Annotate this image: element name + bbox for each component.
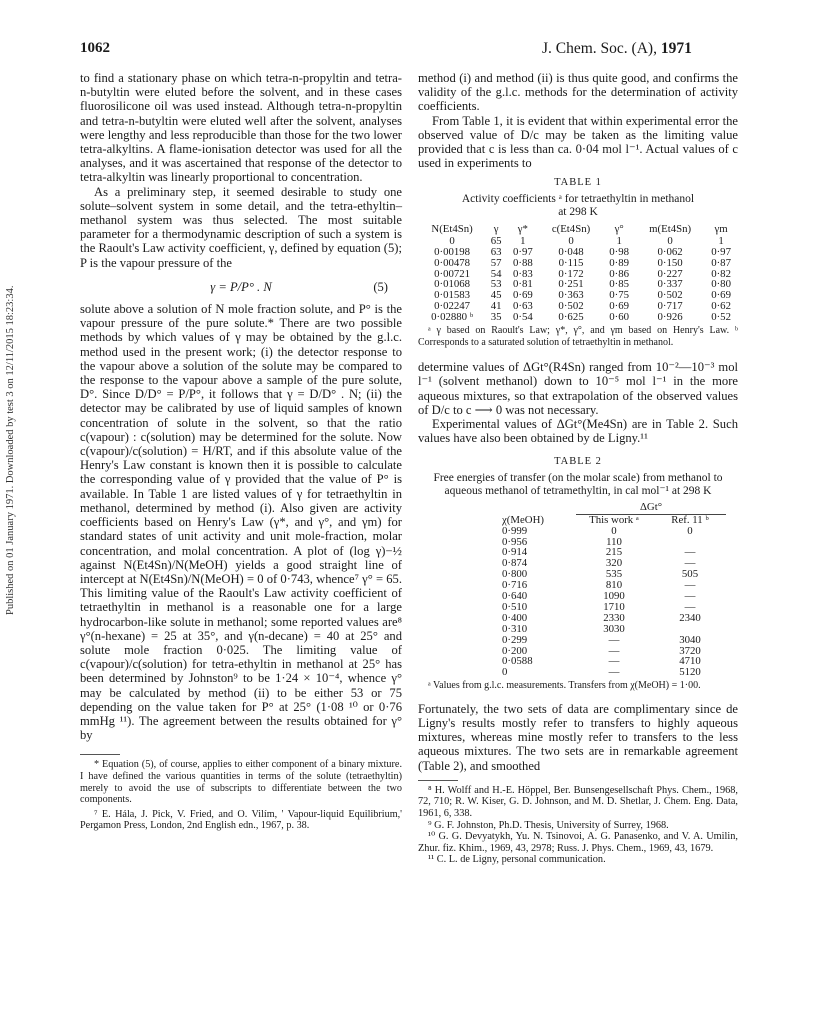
table-cell: 0·54 <box>512 311 533 324</box>
table-cell: 1090 <box>603 590 625 603</box>
table-cell: 0·716 <box>502 579 528 592</box>
table-cell: 0·85 <box>609 278 630 291</box>
table-cell: 0·502 <box>558 300 584 313</box>
table-cell: 0·502 <box>657 289 683 302</box>
publication-sidebar <box>3 195 17 615</box>
table-cell: 215 <box>605 546 623 559</box>
table-cell: 0·00721 <box>434 267 471 280</box>
table-cell: 0·363 <box>558 289 584 302</box>
equation <box>80 280 402 294</box>
table-1 <box>418 222 738 323</box>
table-cell: — <box>608 644 620 657</box>
table-row <box>502 526 728 537</box>
table-2-label: TABLE 2 <box>554 456 602 468</box>
table-cell: 35 <box>490 311 502 324</box>
table-cell: 0·115 <box>558 256 584 269</box>
table-2 <box>418 502 738 679</box>
footnote-rule <box>80 754 120 755</box>
paragraph: Fortunately, the two sets of data are complimentary since de Ligny's results mostly refer to transfers to highly aqueous mixtures, whereas mine mostly refer to transfers to the less aqueous mixtures. The two sets are in remarkable agreement (Table 2), and smoothed <box>418 701 738 773</box>
table-cell: 320 <box>605 557 623 570</box>
journal-name: J. Chem. Soc. (A), <box>542 40 657 57</box>
paragraph: solute above a solution of N mole fraction solute, and P° is the vapour pressure of the pure solute.* There are two possible methods by which values of γ may be obtained by the g.l.c. method used in the present work; (i) the detector response to the vapour above a solution of the solute may be compared to the response to the vapour above a sample of the pure solute, D°. Since D/D° = P/P°, it follows that γ = D/D° . N; (ii) the detector may be calibrated by use of liquid samples of known concentration of solute in the solvent, so that the ratio c(vapour) : c(solution) may be determined for the solute. Now c(vapour)/c(solution) = H/RT, and if this absolute value of the Henry's Law constant is known then it is possible to calculate the corresponding value of γ provided that the value of P° is available. In Table 1 are listed values of γ for tetraethyltin in methanol, determined by method (i). Also given are activity coefficients based on Henry's Law (γ*, and γ°, and γm) for standard states of unit activity and unit mole-fraction, molar concentration, and molal concentration. A plot of (log γ)−½ against N(Et4Sn)/N(MeOH) yields a good straight line of intercept at N(Et4Sn)/N(MeOH) = 0 of 0·743, whence⁷ γ° = 65. This limiting value of the Raoult's Law activity coefficient of tetraethyltin in methanol is a reasonable one for a large hydrocarbon-like solute in methanol; some reported values are⁸ γ°(n-hexane) = 25 at 35°, and γ(n-decane) = 40 at 25° and solute mole fraction 0·025. The limiting value of c(vapour)/c(solution) for tetra-ethyltin in methanol at 25° has been determined by Johnston⁹ to be 1·24 × 10⁻⁴, whence γ° may be calculated by method (ii) to be either 53 or 75 depending on the value taken for P° at 25° (1·08 ¹⁰ or 0·76 mmHg ¹¹). The agreement between the results obtained for γ° by <box>80 302 402 743</box>
table-cell: — <box>684 579 696 592</box>
column-header: γ* <box>517 222 528 235</box>
table-cell: 1 <box>718 234 724 247</box>
table-cell: 0·97 <box>512 245 533 258</box>
table-cell: 0·172 <box>558 267 584 280</box>
table-1-caption <box>418 193 738 219</box>
table-cell: 0 <box>568 234 574 247</box>
table-cell: 0·86 <box>609 267 630 280</box>
table-cell: 0·82 <box>711 267 731 280</box>
table-cell: 0·83 <box>512 267 533 280</box>
table-cell: 1 <box>616 234 622 247</box>
reference: ¹⁰ G. G. Devyatykh, Yu. N. Tsinovoi, A. G. Panasenko, and V. A. Umilin, Zhur. fiz. Khim., 1969, 43, 2978; Russ. J. Phys. Chem., 1969, 43, 1679. <box>418 831 738 854</box>
reference: ⁸ H. Wolff and H.-E. Höppel, Ber. Bunsengesellschaft Phys. Chem., 1968, 72, 710; R. W. Kiser, G. D. Johnson, and M. D. Shetlar, J. Chem. Eng. Data, 1961, 6, 338. <box>418 784 738 820</box>
paragraph: method (i) and method (ii) is thus quite good, and confirms the validity of the g.l.c. methods for the determination of activity coefficients. <box>418 71 738 114</box>
table-2-footnote: ᵃ Values from g.l.c. measurements. Transfers from χ(MeOH) = 1·00. <box>428 680 701 692</box>
table-cell: 57 <box>490 256 502 269</box>
table-cell: 2330 <box>603 611 625 624</box>
table-cell: 0 <box>667 234 673 247</box>
table-cell: 0·69 <box>711 289 731 302</box>
column-header: N(Et4Sn) <box>431 222 473 235</box>
page-number: 1062 <box>80 40 110 56</box>
table-cell: 0·02880 ᵇ <box>431 311 474 324</box>
table-cell: 63 <box>490 245 502 258</box>
table-2-body <box>502 526 728 679</box>
table-cell: 0·251 <box>558 278 584 291</box>
table-cell: 0·98 <box>609 245 630 258</box>
table-cell: 0 <box>502 666 508 679</box>
paragraph: Experimental values of ΔGt°(Me4Sn) are in Table 2. Such values have also been obtained by de Ligny.¹¹ <box>418 417 738 446</box>
table-2-caption: Free energies of transfer (on the molar scale) from methanol to aqueous methanol of tetramethyltin, in cal mol⁻¹ at 298 K <box>433 471 723 497</box>
table-cell: 0·69 <box>512 289 533 302</box>
table-cell: 0·800 <box>502 568 528 581</box>
table-cell: — <box>684 590 696 603</box>
table-cell: 0·150 <box>657 256 683 269</box>
publication-note: Published on 01 January 1971. Downloaded by test 3 on 12/11/2015 18:23:34. <box>5 285 16 615</box>
footnote: * Equation (5), of course, applies to either component of a binary mixture. I have defined the various quantities in terms of the solute (tetraethyltin) merely to avoid the use of subscripts to differentiate between the two components. <box>80 759 402 806</box>
column-header: χ(MeOH) <box>502 513 544 526</box>
table-row <box>418 258 738 269</box>
running-header <box>542 40 692 58</box>
footnote-rule <box>418 780 458 781</box>
table-cell: 0·310 <box>502 622 528 635</box>
caption-line: at 298 K <box>558 205 598 218</box>
table-cell: — <box>608 666 620 679</box>
reference: ⁷ E. Hála, J. Pick, V. Fried, and O. Vilím, ' Vapour-liquid Equilibrium,' Pergamon Press, London, 2nd English edn., 1967, p. 38. <box>80 808 402 832</box>
table-cell: — <box>608 655 620 668</box>
column-header: c(Et4Sn) <box>551 222 591 235</box>
table-cell: 0·75 <box>609 289 630 302</box>
reference: ¹¹ C. L. de Ligny, personal communication. <box>428 854 606 866</box>
table-cell: 0·80 <box>711 278 731 291</box>
table-cell: 2340 <box>679 611 701 624</box>
table-cell: — <box>684 546 696 559</box>
paragraph: From Table 1, it is evident that within experimental error the observed value of D/c may be taken as the limiting value provided that c is less than ca. 0·04 mol l⁻¹. Actual values of c used in experiments to <box>418 113 738 171</box>
paragraph: determine values of ΔGt°(R4Sn) ranged from 10⁻²—10⁻³ mol l⁻¹ (solvent methanol) down to 10⁻⁵ mol l⁻¹ in the more aqueous mixtures, so that extrapolation of the observed values of D/c to c ⟶ 0 was not necessary. <box>418 360 738 417</box>
table-cell: 0·337 <box>657 278 683 291</box>
table-cell: 0·299 <box>502 633 528 646</box>
table-cell: 0·88 <box>512 256 533 269</box>
table-cell: 0·00478 <box>434 256 471 269</box>
right-column <box>418 71 738 866</box>
table-cell: 0·717 <box>657 300 683 313</box>
table-cell: 0·97 <box>711 245 731 258</box>
table-cell: 0·200 <box>502 644 528 657</box>
table-cell: 3720 <box>679 644 701 657</box>
paragraph: to find a stationary phase on which tetra-n-propyltin and tetra-n-butyltin were eluted before the solvent, and in these cases fluorosilicone oil was used instead. Although tetra-n-propyltin and tetra-n-butyltin were eluted well after the solvent, analyses were lengthy and less reproducible than those for the two lower tetra-alkyltins. A flame-ionisation detector was used for all the analyses, and it was ascertained that response of the detector to tetra-alkyltin was linearly proportional to concentration. <box>80 71 402 185</box>
table-cell: 0·52 <box>711 311 731 324</box>
table-cell: 0·227 <box>657 267 683 280</box>
table-cell: — <box>684 600 696 613</box>
table-cell: 0·956 <box>502 535 528 548</box>
table-1-label: TABLE 1 <box>554 177 602 189</box>
table-row <box>418 247 738 258</box>
references <box>418 785 738 866</box>
left-column <box>80 71 402 832</box>
table-cell: 65 <box>490 234 502 247</box>
table-cell: 0 <box>449 234 455 247</box>
table-cell: 0·400 <box>502 611 528 624</box>
table-cell: 505 <box>681 568 699 581</box>
table-cell: 0·69 <box>609 300 630 313</box>
table-cell: 110 <box>606 535 622 548</box>
table-2-grid <box>502 515 728 679</box>
table-cell: 1 <box>520 234 526 247</box>
table-cell: 0·048 <box>558 245 584 258</box>
table-cell: 535 <box>605 568 623 581</box>
table-cell: 0·02247 <box>434 300 471 313</box>
table-cell: 0·60 <box>609 311 630 324</box>
table-cell: 53 <box>490 278 502 291</box>
footnotes <box>80 754 402 832</box>
table-cell: 3040 <box>679 633 701 646</box>
table-cell: 0·914 <box>502 546 528 559</box>
table-cell: — <box>608 633 620 646</box>
table-cell: 0·640 <box>502 590 528 603</box>
table-cell: 0·874 <box>502 557 528 570</box>
table-2-group-header <box>502 502 730 515</box>
table-cell: 0·625 <box>558 311 584 324</box>
table-cell: 0·81 <box>512 278 533 291</box>
column-header: m(Et4Sn) <box>649 222 692 235</box>
table-row <box>502 667 728 678</box>
table-cell: 54 <box>490 267 502 280</box>
caption-line: Activity coefficients ᵃ for tetraethyltin in methanol <box>461 192 695 205</box>
table-cell: 0·999 <box>502 524 528 537</box>
table-1-footnote: ᵃ γ based on Raoult's Law; γ*, γ°, and γm based on Henry's Law. ᵇ Corresponds to a saturated solution of tetraethyltin in methanol. <box>418 325 738 348</box>
table-cell: 0·0588 <box>502 655 533 668</box>
table-cell: 0·062 <box>657 245 683 258</box>
column-header: Ref. 11 ᵇ <box>671 513 709 526</box>
table-cell: 0·89 <box>609 256 630 269</box>
table-cell: 0·87 <box>711 256 731 269</box>
table-cell: 0 <box>687 524 693 537</box>
table-row <box>502 635 728 646</box>
table-1-body <box>418 236 738 323</box>
table-cell: 0·510 <box>502 600 528 613</box>
table-cell: 45 <box>490 289 502 302</box>
table-cell: 3030 <box>603 622 625 635</box>
table-cell: 5120 <box>679 666 701 679</box>
table-cell: 0·01583 <box>434 289 471 302</box>
column-header: γm <box>714 222 728 235</box>
column-header: γ° <box>614 222 624 235</box>
equation-number: (5) <box>373 279 388 294</box>
table-row <box>418 312 738 323</box>
paragraph: As a preliminary step, it seemed desirable to study one solute–solvent system in some detail, and the tetra-ethyltin–methanol system was thus selected. The most suitable parameter for a thermodynamic description of such a system is the Raoult's Law activity coefficient, γ, defined by equation (5); P is the vapour pressure of the <box>80 184 402 270</box>
table-cell: 0·63 <box>512 300 533 313</box>
column-header: This work ᵃ <box>589 513 639 526</box>
group-header-text: ΔGt° <box>639 500 663 513</box>
table-cell: 0·00198 <box>434 245 471 258</box>
table-cell: 810 <box>605 579 623 592</box>
column-header: γ <box>493 222 499 235</box>
table-cell: 1710 <box>603 600 625 613</box>
table-cell: 41 <box>490 300 502 313</box>
table-cell: 0·926 <box>657 311 683 324</box>
table-cell: 4710 <box>679 655 701 668</box>
table-cell: 0·01068 <box>434 278 471 291</box>
table-cell: 0 <box>611 524 617 537</box>
equation-text: γ = P/P° . N <box>210 279 272 294</box>
table-cell: 0·62 <box>711 300 731 313</box>
table-cell: — <box>684 557 696 570</box>
journal-year: 1971 <box>660 40 692 57</box>
reference: ⁹ G. F. Johnston, Ph.D. Thesis, University of Surrey, 1968. <box>428 819 669 831</box>
